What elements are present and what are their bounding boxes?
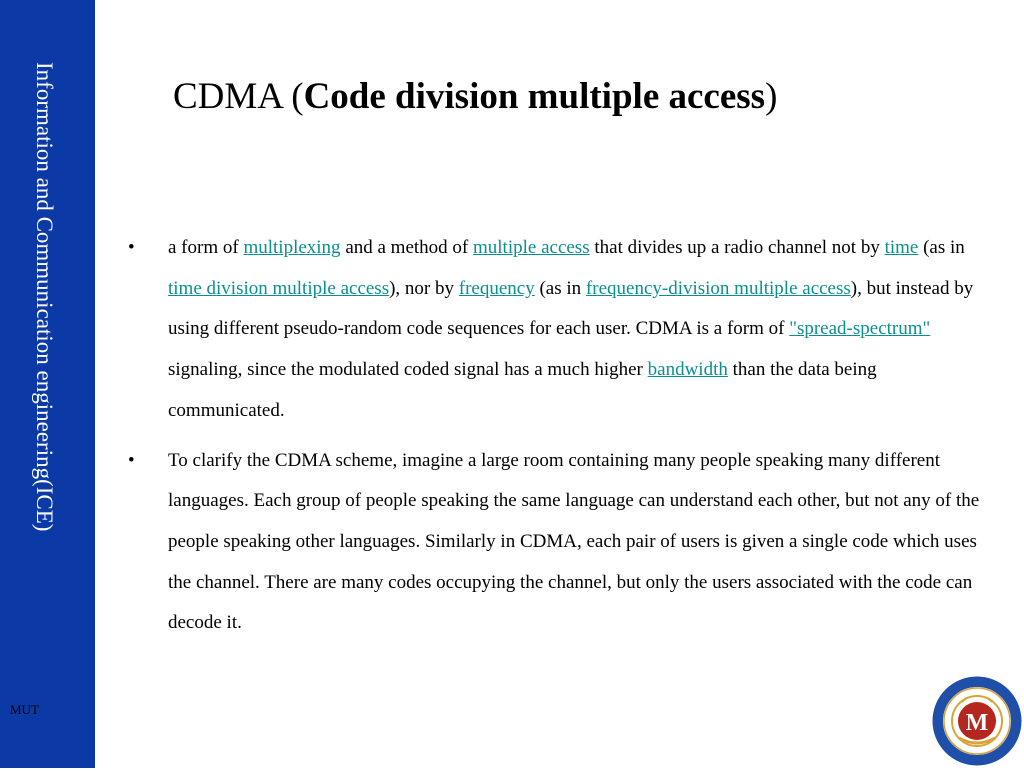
bullet-text: a form of: [168, 237, 244, 258]
link-time-division-multiple-access[interactable]: time division multiple access: [168, 277, 390, 299]
bullet-marker: •: [128, 237, 135, 258]
link-multiplexing[interactable]: multiplexing: [243, 237, 341, 258]
sidebar: [0, 0, 95, 768]
seal-monogram: M: [965, 710, 989, 736]
bullet-cdma-definition: [128, 228, 988, 432]
title-open-paren: (: [291, 76, 304, 117]
bullet-text: To clarify the CDMA scheme, imagine a large room containing many people speaking many different languages. Each group of people speaking the same language can understand each other, but not any of the people speaking other languages. Similarly in CDMA, each pair of users is given a single code which uses the channel. There are many codes occupying the channel, but only the users associated with the code can decode it.: [168, 449, 980, 634]
link-time[interactable]: time: [884, 237, 919, 258]
link-frequency-division-multiple-access[interactable]: frequency-division multiple access: [585, 277, 851, 299]
bullet-cdma-analogy: [128, 441, 988, 645]
slide-body: [128, 228, 988, 653]
bullet-text: that divides up a radio channel not by: [589, 237, 885, 258]
bullet-text: ), nor by: [389, 277, 459, 299]
link-multiple-access[interactable]: multiple access: [473, 237, 590, 258]
slide-title: [173, 72, 933, 122]
bullet-text: and a method of: [340, 237, 473, 258]
title-bold: Code division multiple access: [303, 76, 766, 117]
bullet-text: (as in: [534, 277, 586, 299]
bullet-marker: •: [128, 449, 135, 471]
link-spread-spectrum[interactable]: "spread-spectrum": [789, 318, 931, 340]
title-prefix: CDMA: [173, 76, 292, 117]
title-close-paren: ): [765, 76, 778, 117]
bullet-text: ), but instead by using different pseudo-random code sequences for each user. CDMA is a form of: [168, 277, 974, 340]
link-bandwidth[interactable]: bandwidth: [647, 359, 728, 381]
bullet-text: than the data being communicated.: [168, 359, 877, 421]
sidebar-footer: MUT: [10, 702, 39, 717]
link-frequency[interactable]: frequency: [458, 277, 535, 299]
bullet-text: signaling, since the modulated coded signal has a much higher: [168, 359, 648, 381]
university-seal-icon: [932, 676, 1022, 766]
sidebar-title: Information and Communication engineering(ICE): [32, 62, 57, 532]
bullet-text: (as in: [918, 237, 965, 258]
